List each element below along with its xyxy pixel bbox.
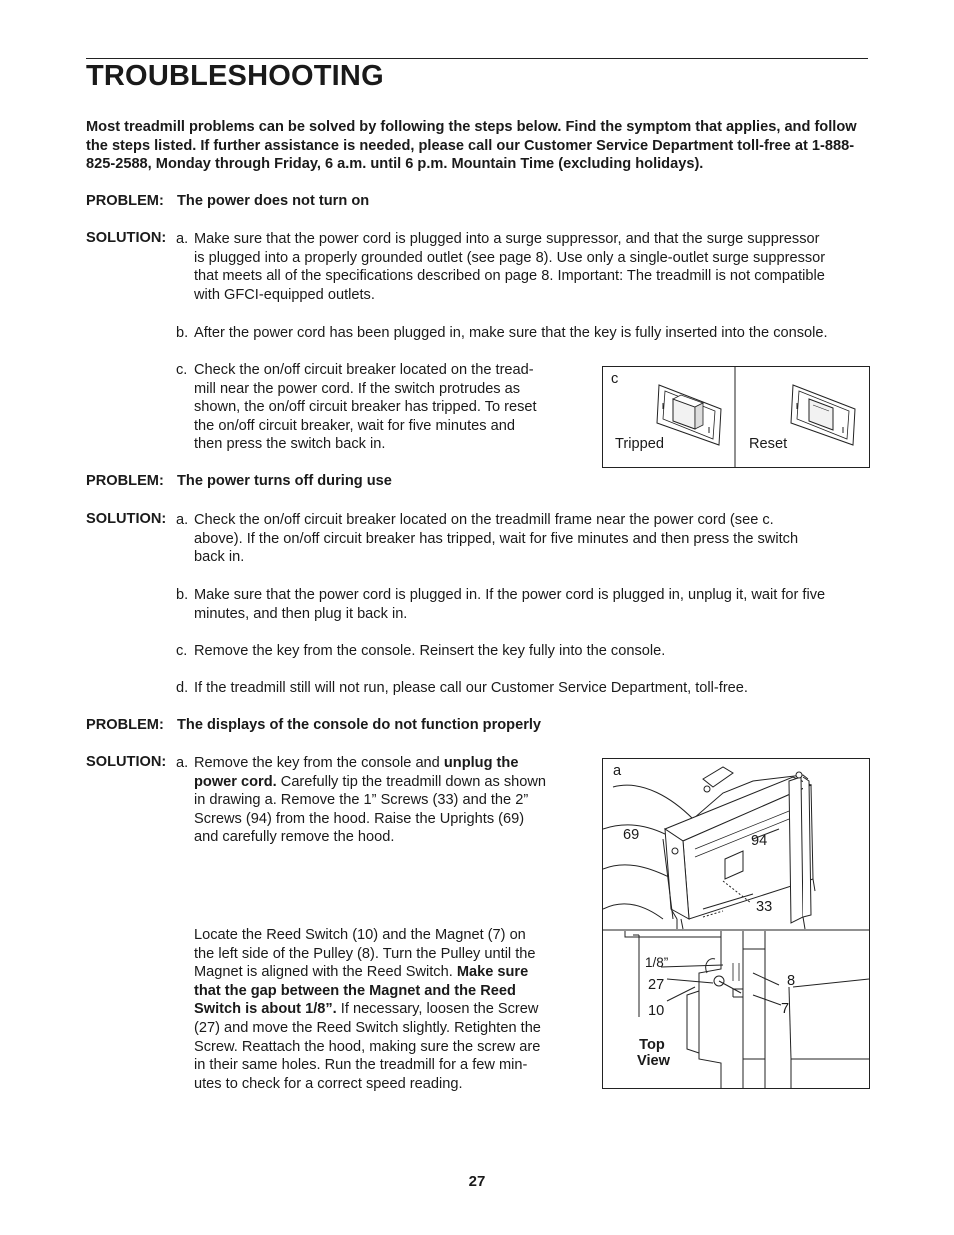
- item-line: with GFCI-equipped outlets.: [194, 286, 375, 303]
- item-letter: a.: [176, 512, 189, 528]
- reed-text: If necessary, loosen the Screw: [336, 1001, 539, 1018]
- tripped-label: Tripped: [615, 436, 664, 452]
- intro-paragraph: Most treadmill problems can be solved by following the steps below. Find the symptom that applies, and follow the steps listed. If further assistance is needed, please call our Customer Service Department toll-free at 1-888-825-2588, Monday through Friday, 6 a.m. until 6 p.m. Mountain Time (excluding holidays).: [86, 119, 857, 173]
- callout-8: 8: [787, 973, 796, 989]
- figure-c-letter: c: [611, 371, 619, 387]
- item-letter: b.: [176, 325, 189, 341]
- callout-7: 7: [781, 1001, 790, 1017]
- figure-c-circuit-breaker: [602, 366, 870, 468]
- reed-text-bold: that the gap between the Magnet and the Reed: [194, 982, 516, 999]
- problem-text: The displays of the console do not function properly: [177, 717, 542, 733]
- callout-27: 27: [648, 977, 665, 993]
- item-letter: b.: [176, 587, 189, 603]
- item-line: and carefully remove the hood.: [194, 829, 395, 846]
- solution-item-1b: [176, 324, 876, 344]
- solution-item-2c: [176, 642, 876, 662]
- solution-label: SOLUTION:: [86, 511, 167, 527]
- item-line: minutes, and then plug it back in.: [194, 605, 408, 622]
- reed-line: the left side of the Pulley (8). Turn the Pulley until the: [194, 945, 536, 962]
- problem-heading-2: [86, 473, 392, 489]
- item-line: mill near the power cord. If the switch protrudes as: [194, 380, 521, 397]
- reset-label: Reset: [749, 436, 788, 452]
- problem-label: PROBLEM:: [86, 193, 164, 209]
- figure-a-hood-removal: [602, 758, 870, 1089]
- item-text: Remove the key from the console and: [194, 755, 444, 771]
- item-line: Remove the key from the console. Reinsert the key fully into the console.: [194, 643, 666, 659]
- item-line: back in.: [194, 549, 245, 566]
- problem-label: PROBLEM:: [86, 473, 164, 489]
- callout-gap: 1/8”: [645, 955, 669, 970]
- problem-heading-3: [86, 717, 541, 733]
- figure-a-letter: a: [613, 763, 622, 779]
- reed-line: in their same holes. Run the treadmill for a few min-: [194, 1057, 528, 1074]
- item-line: then press the switch back in.: [194, 436, 386, 453]
- item-text-bold: power cord.: [194, 773, 277, 790]
- circuit-breaker-illustration: [603, 367, 869, 467]
- page-title: TROUBLESHOOTING: [86, 60, 384, 92]
- reed-line: Screw. Reattach the hood, making sure the screw are: [194, 1038, 541, 1055]
- solution-item-3a: [176, 754, 586, 854]
- callout-69: 69: [623, 827, 640, 843]
- callout-33: 33: [756, 899, 773, 915]
- top-view-label-line: View: [637, 1053, 670, 1069]
- top-view-label: [637, 1037, 670, 1069]
- problem-text: The power turns off during use: [177, 473, 392, 489]
- tripped-switch-drawing: [657, 385, 721, 445]
- solution-label: SOLUTION:: [86, 754, 167, 770]
- treadmill-hood-drawing: [603, 767, 815, 929]
- reed-line: Locate the Reed Switch (10) and the Magnet (7) on: [194, 927, 526, 943]
- item-line: Screws (94) from the hood. Raise the Uprights (69): [194, 810, 525, 827]
- item-text: Carefully tip the treadmill down as shown: [276, 773, 547, 790]
- header-rule: [86, 58, 868, 59]
- item-letter: a.: [176, 231, 189, 247]
- reed-line: utes to check for a correct speed reading.: [194, 1075, 463, 1092]
- item-line: in drawing a. Remove the 1” Screws (33) and the 2”: [194, 792, 529, 809]
- item-letter: c.: [176, 643, 188, 659]
- reed-text: Magnet is aligned with the Reed Switch.: [194, 964, 457, 981]
- solution-item-2a: [176, 511, 876, 571]
- item-line: Check the on/off circuit breaker located on the tread-: [194, 362, 534, 378]
- item-line: Make sure that the power cord is plugged in. If the power cord is plugged in, unplug it, wait for five: [194, 587, 826, 603]
- item-line: above). If the on/off circuit breaker has tripped, wait for five minutes and then press the switch: [194, 530, 799, 547]
- item-line: Make sure that the power cord is plugged into a surge suppressor, and that the surge suppressor: [194, 231, 820, 247]
- solution-item-2d: [176, 679, 876, 699]
- top-view-label-line: Top: [639, 1037, 665, 1053]
- callout-94: 94: [751, 833, 768, 849]
- problem-label: PROBLEM:: [86, 717, 164, 733]
- solution-item-1a: [176, 230, 876, 310]
- callout-10: 10: [648, 1003, 665, 1019]
- item-line: If the treadmill still will not run, please call our Customer Service Department, toll-free.: [194, 680, 748, 696]
- solution-item-2b: [176, 586, 876, 626]
- item-text-bold: unplug the: [443, 755, 519, 771]
- item-line: that meets all of the specifications described on page 8. Important: The treadmill is not compatible: [194, 268, 825, 285]
- item-line: is plugged into a properly grounded outlet (see page 8). Use only a single-outlet surge suppressor: [194, 249, 826, 266]
- item-line: the on/off circuit breaker, wait for five minutes and: [194, 417, 515, 434]
- item-line: Check the on/off circuit breaker located on the treadmill frame near the power cord (see c.: [194, 512, 774, 528]
- reed-text-bold: Make sure: [456, 964, 529, 981]
- item-letter: c.: [176, 362, 188, 378]
- page-number: 27: [468, 1173, 486, 1190]
- reset-switch-drawing: [791, 385, 855, 445]
- reed-text-bold: Switch is about 1/8”.: [194, 1001, 337, 1018]
- item-letter: d.: [176, 680, 189, 696]
- reed-switch-paragraph: [194, 926, 594, 1096]
- item-line: shown, the on/off circuit breaker has tripped. To reset: [194, 399, 537, 416]
- solution-label: SOLUTION:: [86, 230, 167, 246]
- problem-text: The power does not turn on: [177, 193, 370, 209]
- item-line: After the power cord has been plugged in, make sure that the key is fully inserted into the console.: [194, 325, 828, 341]
- reed-line: (27) and move the Reed Switch slightly. Retighten the: [194, 1019, 541, 1036]
- solution-item-1c: [176, 361, 576, 461]
- item-letter: a.: [176, 755, 189, 771]
- problem-heading-1: [86, 193, 369, 209]
